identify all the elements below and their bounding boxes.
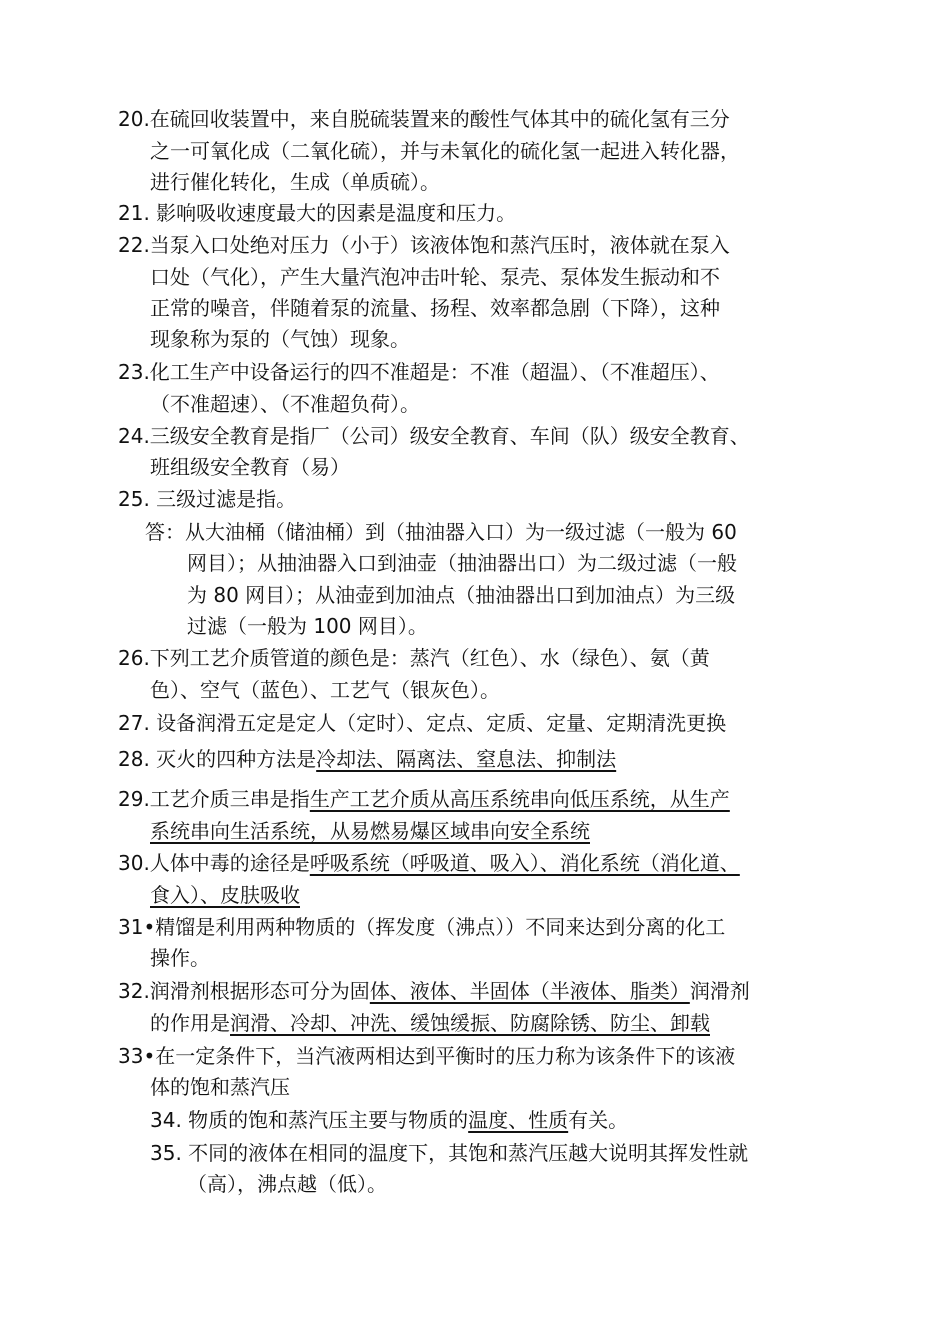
- item-7-line-1: [145, 516, 737, 548]
- text-segment: 操作。: [150, 946, 210, 970]
- underlined-text: 食入）、皮肤吸收: [150, 883, 300, 907]
- item-7-line-2: [187, 547, 737, 579]
- text-segment: 26.下列工艺介质管道的颜色是：蒸汽（红色）、水（绿色）、氨（黄: [118, 646, 710, 670]
- underlined-text: 冷却法、隔离法、窒息法、抑制法: [316, 747, 617, 771]
- item-12-line-1: [118, 847, 740, 879]
- item-4-line-2: [150, 388, 420, 420]
- text-segment: 27. 设备润滑五定是定人（定时）、定点、定质、定量、定期清洗更换: [118, 711, 727, 735]
- text-segment: 网目）；从抽油器入口到油壶（抽油器出口）为二级过滤（一般: [187, 551, 737, 575]
- item-7-line-3: [187, 579, 735, 611]
- item-3-line-2: [150, 261, 720, 293]
- text-segment: （高），沸点越（低）。: [187, 1172, 387, 1196]
- text-segment: 现象称为泵的（气蚀）现象。: [150, 327, 410, 351]
- underlined-text: 润滑、冷却、冲洗、缓蚀缓振、防腐除锈、防尘、卸载: [230, 1011, 710, 1035]
- item-4-line-1: [118, 356, 720, 388]
- text-segment: 23.化工生产中设备运行的四不准超是：不准（超温）、（不准超压）、: [118, 360, 720, 384]
- text-segment: 33•在一定条件下，当汽液两相达到平衡时的压力称为该条件下的该液: [118, 1044, 736, 1068]
- underlined-text: 温度、性质: [468, 1108, 569, 1132]
- item-1-line-2: [150, 135, 740, 167]
- item-15-line-1: [118, 1040, 735, 1072]
- item-9-line-1: [118, 707, 726, 739]
- item-6-line-1: [118, 483, 296, 515]
- item-17-line-2: [187, 1168, 387, 1200]
- item-5-line-1: [118, 420, 750, 452]
- text-segment: 过滤（一般为 100 网目）。: [187, 614, 428, 638]
- text-segment: 24.三级安全教育是指厂（公司）级安全教育、车间（队）级安全教育、: [118, 424, 750, 448]
- item-8-line-2: [150, 674, 500, 706]
- text-segment: 之一可氧化成（二氧化硫），并与未氧化的硫化氢一起进入转化器，: [150, 139, 740, 163]
- text-segment: 有关。: [568, 1108, 629, 1132]
- text-segment: 32.润滑剂根据形态可分为固: [118, 979, 370, 1003]
- text-segment: 31•精馏是利用两种物质的（挥发度（沸点））不同来达到分离的化工: [118, 915, 726, 939]
- item-3-line-4: [150, 323, 410, 355]
- text-segment: 30.人体中毒的途径是: [118, 851, 310, 875]
- text-segment: 28. 灭火的四种方法是: [118, 747, 317, 771]
- item-10-line-1: [118, 743, 616, 775]
- text-segment: 班组级安全教育（易）: [150, 455, 350, 479]
- text-segment: 25. 三级过滤是指。: [118, 487, 297, 511]
- text-segment: 色）、空气（蓝色）、工艺气（银灰色）。: [150, 678, 500, 702]
- item-16-line-1: [150, 1104, 628, 1136]
- item-15-line-2: [150, 1071, 290, 1103]
- item-14-line-1: [118, 975, 750, 1007]
- underlined-text: 呼吸系统（呼吸道、吸入）、消化系统（消化道、: [309, 851, 740, 875]
- item-8-line-1: [118, 642, 710, 674]
- item-3-line-1: [118, 229, 730, 261]
- text-segment: 正常的噪音，伴随着泵的流量、扬程、效率都急剧（下降），这种: [150, 296, 720, 320]
- text-segment: 进行催化转化，生成（单质硫）。: [150, 170, 440, 194]
- item-13-line-1: [118, 911, 725, 943]
- underlined-text: 系统串向生活系统，从易燃易爆区域串向安全系统: [150, 819, 590, 843]
- text-segment: 20.在硫回收装置中，来自脱硫装置来的酸性气体其中的硫化氢有三分: [118, 107, 730, 131]
- text-segment: 体的饱和蒸汽压: [150, 1075, 290, 1099]
- text-segment: 21. 影响吸收速度最大的因素是温度和压力。: [118, 201, 517, 225]
- text-segment: 34. 物质的饱和蒸汽压主要与物质的: [150, 1108, 469, 1132]
- underlined-text: 生产工艺介质从高压系统串向低压系统，从生产: [309, 787, 730, 811]
- item-11-line-1: [118, 783, 730, 815]
- item-1-line-1: [118, 103, 730, 135]
- text-segment: 22.当泵入口处绝对压力（小于）该液体饱和蒸汽压时，液体就在泵入: [118, 233, 730, 257]
- text-segment: 口处（气化），产生大量汽泡冲击叶轮、泵壳、泵体发生振动和不: [150, 265, 720, 289]
- item-7-line-4: [187, 610, 428, 642]
- text-segment: 润滑剂: [689, 979, 750, 1003]
- underlined-text: 体、液体、半固体（半液体、脂类）: [369, 979, 690, 1003]
- text-segment: 29.工艺介质三串是指: [118, 787, 310, 811]
- text-segment: 为 80 网目）；从油壶到加油点（抽油器出口到加油点）为三级: [187, 583, 736, 607]
- item-3-line-3: [150, 292, 720, 324]
- item-11-line-2: [150, 815, 590, 847]
- item-5-line-2: [150, 451, 350, 483]
- text-segment: 答：从大油桶（储油桶）到（抽油器入口）为一级过滤（一般为 60: [145, 520, 737, 544]
- item-17-line-1: [150, 1137, 748, 1169]
- text-segment: （不准超速）、（不准超负荷）。: [150, 392, 420, 416]
- item-2-line-1: [118, 197, 516, 229]
- item-13-line-2: [150, 942, 210, 974]
- item-12-line-2: [150, 879, 300, 911]
- item-14-line-2: [150, 1007, 710, 1039]
- text-segment: 的作用是: [150, 1011, 230, 1035]
- item-1-line-3: [150, 166, 440, 198]
- text-segment: 35. 不同的液体在相同的温度下，其饱和蒸汽压越大说明其挥发性就: [150, 1141, 749, 1165]
